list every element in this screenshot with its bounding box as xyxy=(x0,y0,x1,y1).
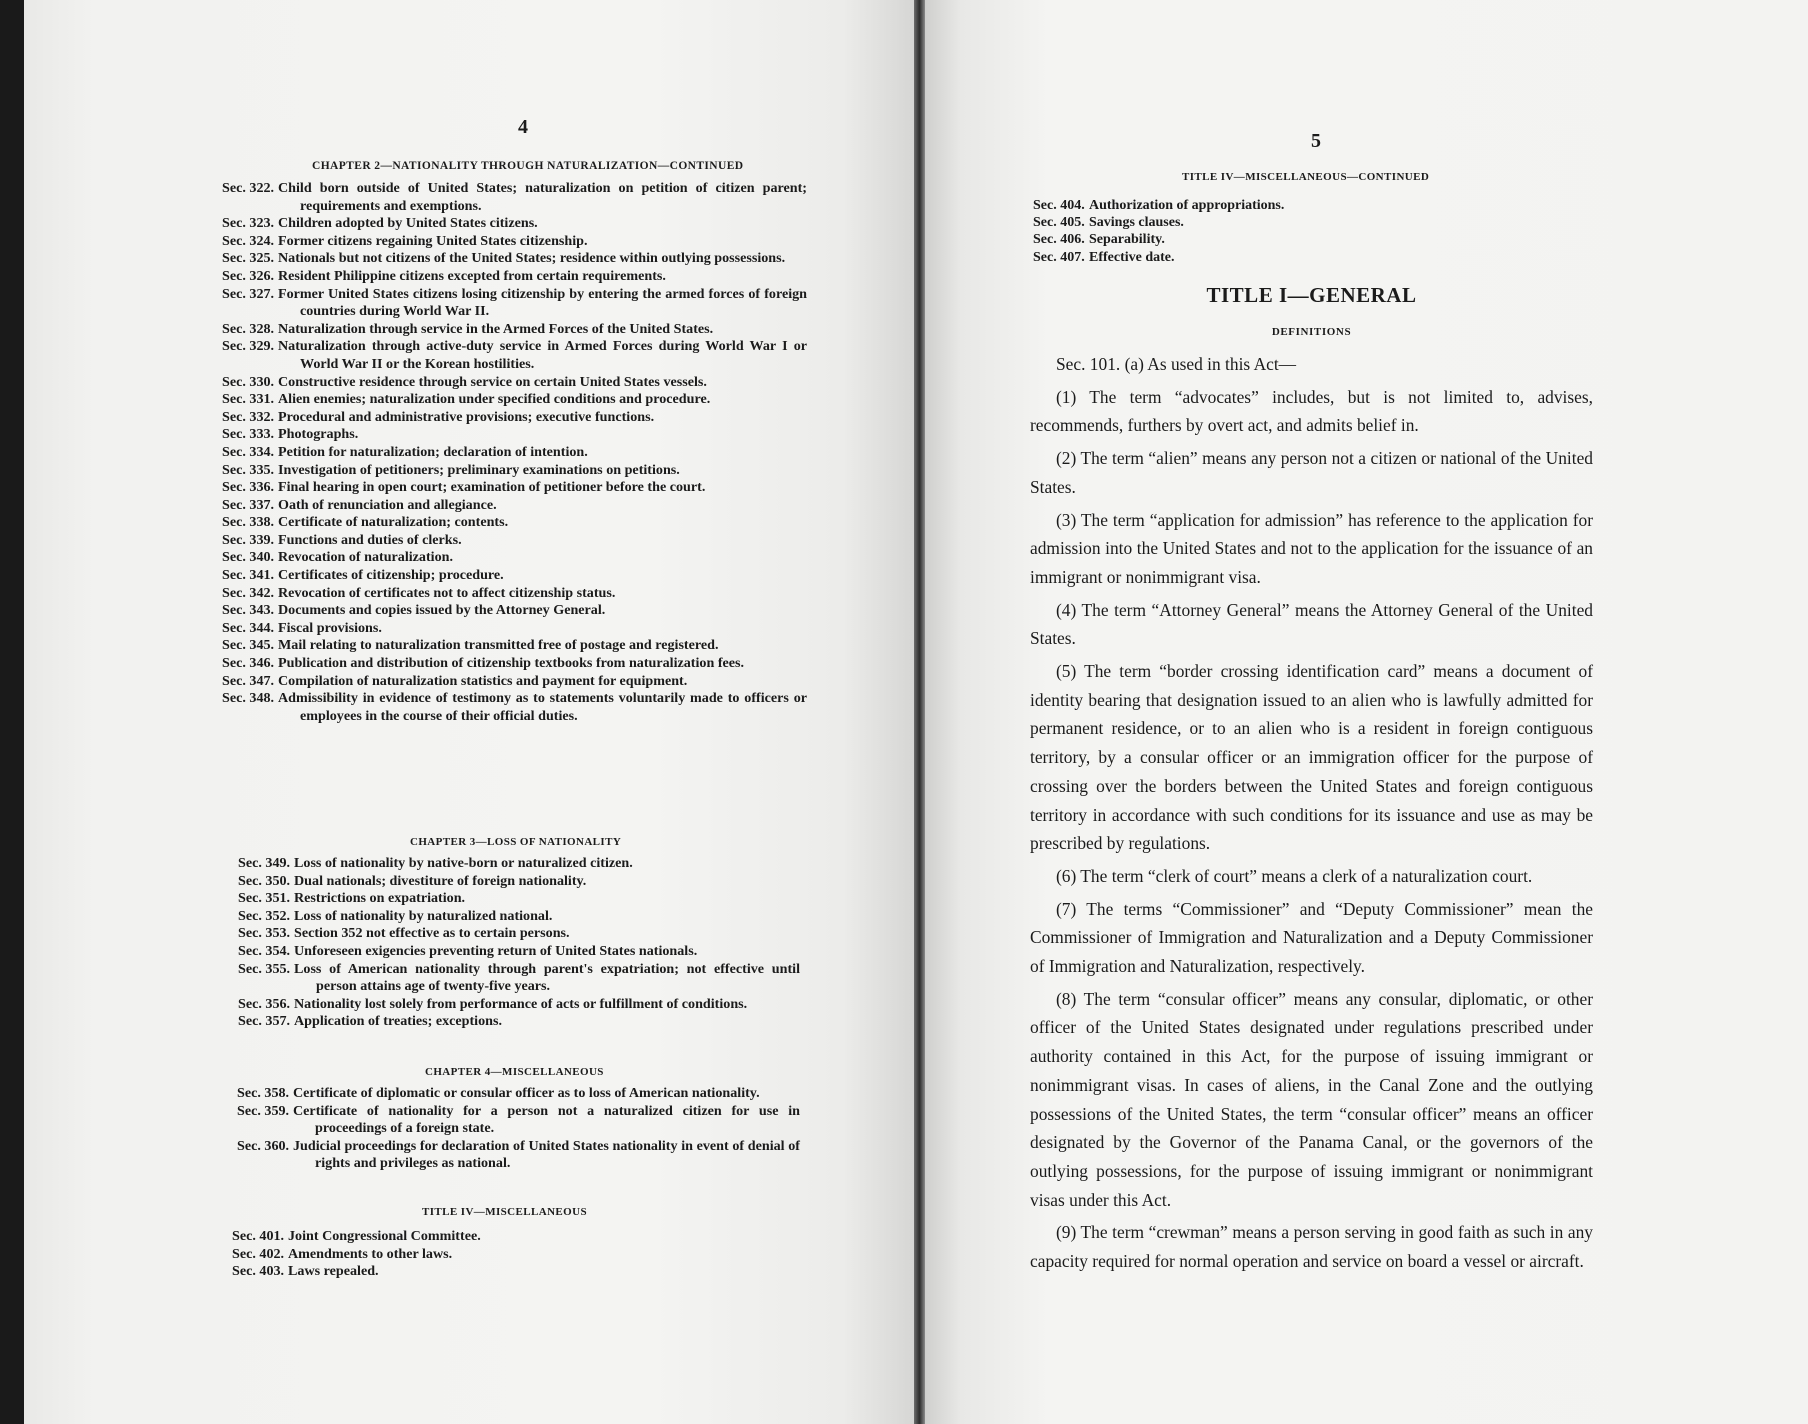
toc-entry xyxy=(238,925,800,943)
toc-entry xyxy=(222,426,807,444)
section-lead: Sec. 101. (a) As used in this Act— xyxy=(1056,354,1297,374)
toc-section-number: Sec. 401. xyxy=(232,1228,285,1244)
toc-entry xyxy=(238,855,800,873)
toc-section-title: Constructive residence through service on certain United States vessels. xyxy=(278,373,707,390)
toc-section-number: Sec. 407. xyxy=(1033,249,1085,265)
definition-paragraph: (4) The term “Attorney General” means the Attorney General of the United States. xyxy=(1030,599,1593,649)
toc-entry xyxy=(222,637,807,655)
toc-section-number: Sec. 358. xyxy=(237,1085,290,1101)
toc-entry xyxy=(237,1085,800,1103)
definition-paragraph: (9) The term “crewman” means a person serving in good faith as such in any capacity required for normal operation and service on board a vessel or aircraft. xyxy=(1030,1222,1593,1272)
toc-section-title: Judicial proceedings for declaration of United States nationality in event of denial of rights and privileges as national. xyxy=(293,1137,800,1172)
toc-entry xyxy=(237,1138,800,1173)
toc-section-title: Former United States citizens losing citizenship by entering the armed forces of foreign countries during World War II. xyxy=(278,285,807,320)
toc-entry xyxy=(238,961,800,996)
toc-entry xyxy=(1033,197,1503,214)
toc-section-number: Sec. 336. xyxy=(222,479,275,496)
toc-section-number: Sec. 345. xyxy=(222,637,275,654)
toc-section-title: Effective date. xyxy=(1089,249,1175,265)
toc-entry xyxy=(222,215,807,233)
toc-section-number: Sec. 330. xyxy=(222,373,275,390)
chapter3-toc xyxy=(238,855,800,1031)
toc-section-number: Sec. 354. xyxy=(238,942,291,959)
toc-section-title: Certificate of naturalization; contents. xyxy=(278,514,509,531)
definition-paragraph: (6) The term “clerk of court” means a clerk of a naturalization court. xyxy=(1056,865,1533,886)
toc-section-number: Sec. 355. xyxy=(238,960,291,977)
toc-section-number: Sec. 331. xyxy=(222,391,275,408)
toc-section-number: Sec. 348. xyxy=(222,690,275,707)
toc-section-number: Sec. 346. xyxy=(222,655,275,672)
toc-entry xyxy=(222,444,807,462)
toc-entry xyxy=(222,655,807,673)
toc-section-title: Certificate of diplomatic or consular officer as to loss of American nationality. xyxy=(293,1085,760,1101)
toc-entry xyxy=(238,908,800,926)
toc-section-title: Loss of American nationality through parent's expatriation; not effective until person attains age of twenty-five years. xyxy=(294,960,800,995)
definition-paragraph: (2) The term “alien” means any person not a citizen or national of the United States. xyxy=(1030,448,1593,497)
toc-entry xyxy=(222,567,807,585)
toc-section-title: Documents and copies issued by the Attorney General. xyxy=(278,602,606,619)
toc-entry xyxy=(1033,249,1503,266)
definitions-body xyxy=(1030,350,1593,1276)
toc-section-number: Sec. 329. xyxy=(222,338,275,355)
definitions-header: DEFINITIONS xyxy=(1271,326,1352,338)
toc-entry xyxy=(222,532,807,550)
toc-section-number: Sec. 405. xyxy=(1033,215,1085,231)
toc-entry xyxy=(222,338,807,373)
toc-section-number: Sec. 340. xyxy=(222,549,275,566)
toc-section-number: Sec. 322. xyxy=(222,180,275,196)
toc-entry xyxy=(232,1246,800,1264)
toc-entry xyxy=(222,514,807,532)
definition-paragraph: (7) The terms “Commissioner” and “Deputy Commissioner” mean the Commissioner of Immigration and Naturalization and a Deputy Commissioner of Immigration and Naturalization, respectively. xyxy=(1030,898,1593,977)
toc-section-title: Fiscal provisions. xyxy=(278,619,382,636)
toc-entry xyxy=(232,1228,800,1246)
toc-section-title: Child born outside of United States; naturalization on petition of citizen parent; requirements and exemptions. xyxy=(278,180,807,214)
definition-paragraph: (1) The term “advocates” includes, but is not limited to, advises, recommends, furthers by overt act, and admits belief in. xyxy=(1030,386,1593,436)
toc-section-title: Laws repealed. xyxy=(288,1263,379,1280)
toc-section-title: Amendments to other laws. xyxy=(288,1245,453,1262)
toc-entry xyxy=(222,673,807,691)
toc-section-number: Sec. 360. xyxy=(237,1137,290,1154)
toc-section-title: Compilation of naturalization statistics and payment for equipment. xyxy=(278,672,688,689)
toc-section-number: Sec. 325. xyxy=(222,250,275,267)
toc-entry xyxy=(222,462,807,480)
toc-section-number: Sec. 332. xyxy=(222,408,275,425)
toc-entry xyxy=(222,180,807,215)
toc-entry xyxy=(222,479,807,497)
toc-section-number: Sec. 333. xyxy=(222,426,275,443)
toc-entry xyxy=(222,585,807,603)
toc-section-title: Nationality lost solely from performance of acts or fulfillment of conditions. xyxy=(294,995,748,1012)
toc-section-title: Loss of nationality by naturalized national. xyxy=(294,907,553,924)
toc-entry xyxy=(222,321,807,339)
toc-section-title: Functions and duties of clerks. xyxy=(278,531,462,548)
toc-section-title: Children adopted by United States citizens. xyxy=(278,215,538,232)
toc-section-title: Former citizens regaining United States citizenship. xyxy=(278,232,588,249)
toc-section-title: Revocation of certificates not to affect citizenship status. xyxy=(278,584,616,601)
toc-section-number: Sec. 350. xyxy=(238,872,291,889)
toc-section-title: Authorization of appropriations. xyxy=(1089,198,1285,213)
toc-section-number: Sec. 324. xyxy=(222,232,275,249)
toc-section-title: Oath of renunciation and allegiance. xyxy=(278,496,497,513)
toc-section-number: Sec. 347. xyxy=(222,672,275,689)
toc-section-title: Certificate of nationality for a person not a naturalized citizen for use in proceedings of a foreign state. xyxy=(293,1102,800,1137)
toc-section-title: Unforeseen exigencies preventing return of United States nationals. xyxy=(294,942,698,959)
definition-paragraph: (5) The term “border crossing identification card” means a document of identity bearing that designation issued to an alien who is lawfully admitted for permanent residence, or to an alien who is a resident in foreign contiguous territory, by a consular officer or an immigration officer for the purpose of crossing over the borders between the United States and foreign contiguous territory in accordance with such conditions for its issuance and use as may be prescribed by regulations. xyxy=(1030,661,1593,854)
toc-section-title: Admissibility in evidence of testimony as to statements voluntarily made to officers or employees in the course of their official duties. xyxy=(278,690,807,724)
toc-entry xyxy=(238,890,800,908)
toc-entry xyxy=(222,391,807,409)
toc-entry xyxy=(1033,214,1503,231)
toc-section-title: Publication and distribution of citizenship textbooks from naturalization fees. xyxy=(278,655,745,672)
toc-section-number: Sec. 328. xyxy=(222,320,275,337)
toc-section-title: Section 352 not effective as to certain persons. xyxy=(294,925,570,942)
toc-section-title: Naturalization through active-duty service in Armed Forces during World War I or World War II or the Korean hostilities. xyxy=(278,338,807,372)
chapter4-header: CHAPTER 4—MISCELLANEOUS xyxy=(425,1066,604,1078)
toc-section-number: Sec. 359. xyxy=(237,1102,290,1119)
toc-entry xyxy=(222,690,807,725)
toc-section-title: Nationals but not citizens of the United States; residence within outlying possessions. xyxy=(278,250,786,267)
toc-entry xyxy=(222,602,807,620)
toc-section-title: Certificates of citizenship; procedure. xyxy=(278,567,504,584)
toc-section-title: Resident Philippine citizens excepted from certain requirements. xyxy=(278,267,666,284)
title4-toc-left xyxy=(232,1228,800,1281)
toc-section-number: Sec. 406. xyxy=(1033,232,1085,248)
toc-entry xyxy=(238,943,800,961)
toc-section-number: Sec. 342. xyxy=(222,584,275,601)
toc-section-number: Sec. 403. xyxy=(232,1263,285,1280)
toc-section-title: Application of treaties; exceptions. xyxy=(294,1013,502,1030)
toc-section-number: Sec. 353. xyxy=(238,925,291,942)
toc-section-number: Sec. 352. xyxy=(238,907,291,924)
definition-paragraph: (8) The term “consular officer” means any consular, diplomatic, or other officer of the United States designated under regulations prescribed under authority contained in this Act, for the purpose of issuing immigrant or nonimmigrant visas. In cases of aliens, in the Canal Zone and the outlying possessions of the United States, the term “consular officer” means an officer designated by the Governor of the Panama Canal, or the governors of the outlying possessions, for the purpose of issuing immigrant or nonimmigrant visas under this Act. xyxy=(1030,988,1593,1210)
toc-entry xyxy=(222,549,807,567)
toc-section-title: Naturalization through service in the Armed Forces of the United States. xyxy=(278,320,714,337)
title4-header-left: TITLE IV—MISCELLANEOUS xyxy=(422,1206,587,1218)
toc-section-number: Sec. 344. xyxy=(222,619,275,636)
toc-section-number: Sec. 335. xyxy=(222,461,275,478)
page-number-left: 4 xyxy=(518,116,528,138)
chapter2-header: CHAPTER 2—NATIONALITY THROUGH NATURALIZATION—CONTINUED xyxy=(312,160,744,172)
toc-entry xyxy=(238,1013,800,1031)
toc-section-number: Sec. 343. xyxy=(222,602,275,619)
toc-section-title: Petition for naturalization; declaration of intention. xyxy=(278,443,588,460)
toc-section-title: Savings clauses. xyxy=(1089,215,1184,231)
title-main: TITLE I—GENERAL xyxy=(1206,283,1417,307)
toc-section-number: Sec. 349. xyxy=(238,855,291,871)
toc-entry xyxy=(232,1263,800,1281)
toc-entry xyxy=(222,268,807,286)
toc-section-number: Sec. 356. xyxy=(238,995,291,1012)
toc-section-title: Investigation of petitioners; preliminary examinations on petitions. xyxy=(278,461,680,478)
toc-section-title: Separability. xyxy=(1089,232,1165,248)
toc-section-title: Restrictions on expatriation. xyxy=(294,890,466,907)
toc-entry xyxy=(1033,231,1503,248)
toc-entry xyxy=(222,374,807,392)
toc-section-title: Final hearing in open court; examination of petitioner before the court. xyxy=(278,479,706,496)
definition-paragraph: (3) The term “application for admission” has reference to the application for admission into the United States and not to the application for the issuance of an immigrant or nonimmigrant visa. xyxy=(1030,509,1593,587)
toc-section-number: Sec. 337. xyxy=(222,496,275,513)
toc-entry xyxy=(222,233,807,251)
toc-section-title: Joint Congressional Committee. xyxy=(288,1228,481,1244)
chapter2-toc xyxy=(222,180,807,725)
title4-toc-right xyxy=(1033,197,1503,266)
toc-section-number: Sec. 334. xyxy=(222,443,275,460)
toc-section-number: Sec. 341. xyxy=(222,567,275,584)
book-gutter xyxy=(914,0,925,1424)
chapter3-header: CHAPTER 3—LOSS OF NATIONALITY xyxy=(410,836,622,848)
toc-entry xyxy=(237,1103,800,1138)
toc-entry xyxy=(222,409,807,427)
toc-section-title: Mail relating to naturalization transmitted free of postage and registered. xyxy=(278,637,719,654)
toc-entry xyxy=(222,250,807,268)
toc-section-title: Procedural and administrative provisions; executive functions. xyxy=(278,408,655,425)
toc-entry xyxy=(222,497,807,515)
definition-paragraphs xyxy=(1030,383,1593,1276)
chapter4-toc xyxy=(237,1085,800,1173)
toc-entry xyxy=(238,873,800,891)
toc-entry xyxy=(222,620,807,638)
title4-continued-header: TITLE IV—MISCELLANEOUS—CONTINUED xyxy=(1182,171,1430,183)
toc-entry xyxy=(222,286,807,321)
toc-section-number: Sec. 339. xyxy=(222,531,275,548)
toc-section-number: Sec. 402. xyxy=(232,1245,285,1262)
toc-section-number: Sec. 338. xyxy=(222,514,275,531)
page-number-right: 5 xyxy=(1311,130,1321,152)
toc-section-number: Sec. 357. xyxy=(238,1013,291,1030)
toc-section-title: Photographs. xyxy=(278,426,359,443)
toc-section-number: Sec. 323. xyxy=(222,215,275,232)
toc-section-number: Sec. 351. xyxy=(238,890,291,907)
toc-section-title: Revocation of naturalization. xyxy=(278,549,453,566)
toc-section-title: Dual nationals; divestiture of foreign nationality. xyxy=(294,872,587,889)
toc-section-title: Loss of nationality by native-born or naturalized citizen. xyxy=(294,855,633,871)
toc-section-number: Sec. 326. xyxy=(222,267,275,284)
toc-section-number: Sec. 327. xyxy=(222,285,275,302)
toc-section-number: Sec. 404. xyxy=(1033,198,1085,213)
toc-entry xyxy=(238,996,800,1014)
toc-section-title: Alien enemies; naturalization under specified conditions and procedure. xyxy=(278,391,711,408)
